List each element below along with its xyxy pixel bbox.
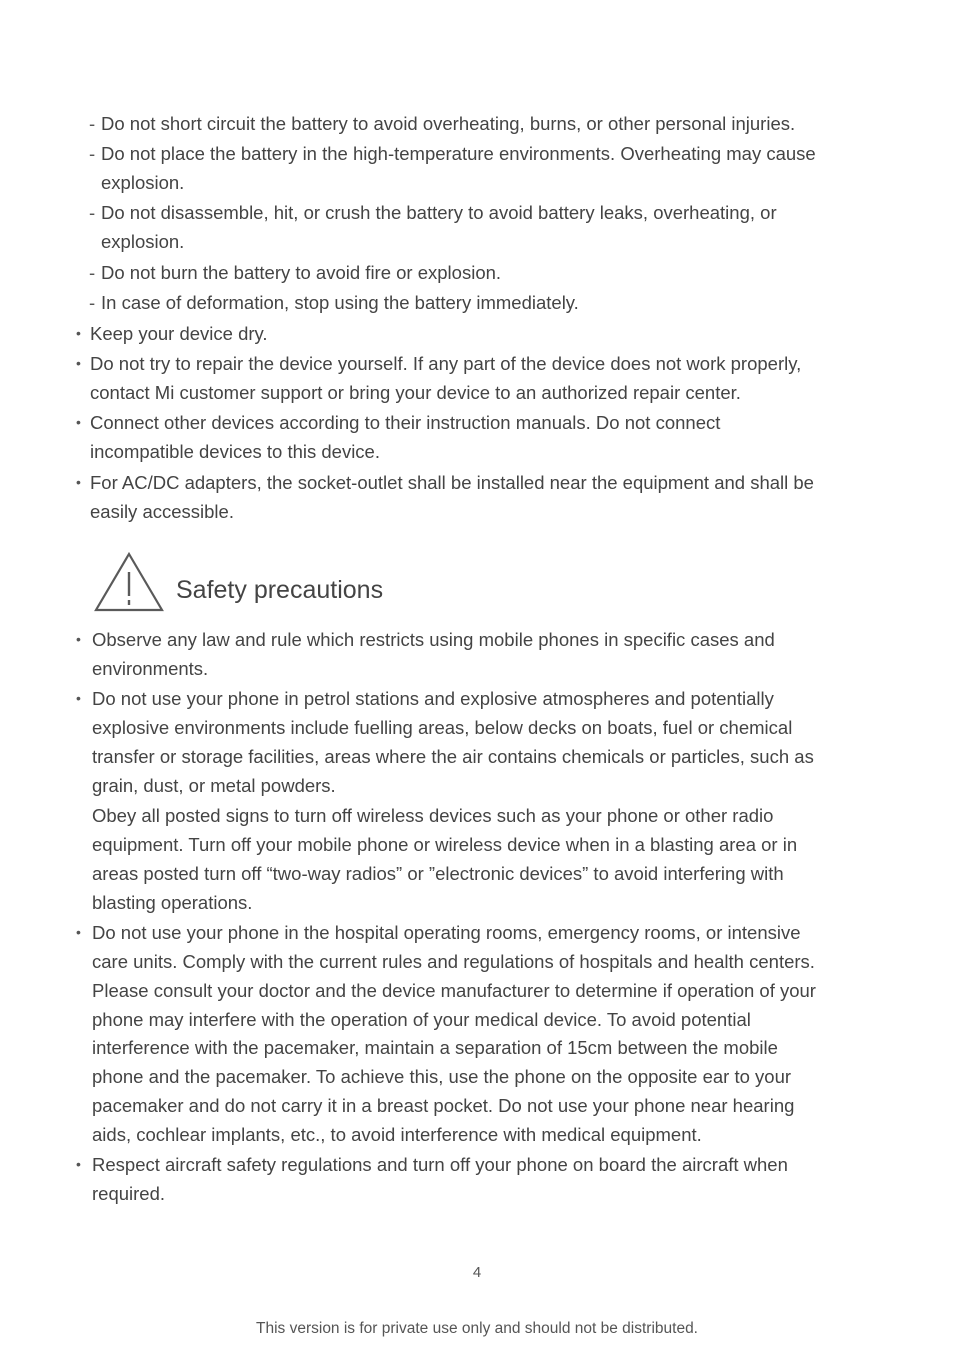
- bullet-mark: •: [76, 414, 81, 430]
- warning-triangle-icon: [93, 551, 165, 613]
- dash-item-4-line-1: Do not burn the battery to avoid fire or explosion.: [101, 262, 502, 283]
- bullet-mark: •: [76, 690, 81, 706]
- safety-bullet-2-line-7: areas posted turn off “two-way radios” or ”electronic devices” to avoid interfering with: [92, 863, 784, 884]
- safety-bullet-2-line-3: transfer or storage facilities, areas where the air contains chemicals or particles, such as: [92, 746, 814, 767]
- page-number: 4: [472, 1264, 482, 1281]
- footer-note: This version is for private use only and should not be distributed.: [256, 1320, 698, 1337]
- safety-bullet-2-line-8: blasting operations.: [92, 892, 253, 913]
- safety-bullet-1-line-2: environments.: [92, 658, 209, 679]
- safety-bullet-3-line-5: interference with the pacemaker, maintain a separation of 15cm between the mobile: [92, 1037, 778, 1058]
- dash-mark: -: [89, 202, 96, 223]
- bullet-mark: •: [76, 631, 81, 647]
- dash-mark: -: [89, 113, 96, 134]
- safety-bullet-1-line-1: Observe any law and rule which restricts using mobile phones in specific cases and: [92, 629, 775, 650]
- bullet-item-2-line-2: contact Mi customer support or bring your device to an authorized repair center.: [90, 382, 741, 403]
- dash-item-3-line-2: explosion.: [101, 231, 185, 252]
- safety-bullet-4-line-1: Respect aircraft safety regulations and turn off your phone on board the aircraft when: [92, 1154, 788, 1175]
- bullet-mark: •: [76, 1156, 81, 1172]
- safety-bullet-2-line-4: grain, dust, or metal powders.: [92, 775, 336, 796]
- bullet-item-4-line-1: For AC/DC adapters, the socket-outlet shall be installed near the equipment and shall be: [90, 472, 814, 493]
- bullet-item-4-line-2: easily accessible.: [90, 501, 234, 522]
- bullet-mark: •: [76, 355, 81, 371]
- safety-bullet-3-line-7: pacemaker and do not carry it in a breast pocket. Do not use your phone near hearing: [92, 1095, 795, 1116]
- dash-item-1-line-1: Do not short circuit the battery to avoid overheating, burns, or other personal injuries.: [101, 113, 796, 134]
- bullet-item-3-line-1: Connect other devices according to their instruction manuals. Do not connect: [90, 412, 721, 433]
- safety-bullet-3-line-3: Please consult your doctor and the device manufacturer to determine if operation of your: [92, 980, 816, 1001]
- safety-bullet-2-line-2: explosive environments include fuelling areas, below decks on boats, fuel or chemical: [92, 717, 793, 738]
- safety-bullet-3-line-2: care units. Comply with the current rules and regulations of hospitals and health centers.: [92, 951, 815, 972]
- safety-bullet-4-line-2: required.: [92, 1183, 166, 1204]
- safety-bullet-3-line-4: phone may interfere with the operation of your medical device. To avoid potential: [92, 1009, 751, 1030]
- safety-bullet-3-line-8: aids, cochlear implants, etc., to avoid interference with medical equipment.: [92, 1124, 702, 1145]
- bullet-mark: •: [76, 474, 81, 490]
- safety-bullet-2-line-1: Do not use your phone in petrol stations and explosive atmospheres and potentially: [92, 688, 774, 709]
- bullet-mark: •: [76, 924, 81, 940]
- dash-mark: -: [89, 262, 96, 283]
- safety-bullet-3-line-6: phone and the pacemaker. To achieve this, use the phone on the opposite ear to your: [92, 1066, 792, 1087]
- safety-bullet-2-line-6: equipment. Turn off your mobile phone or wireless device when in a blasting area or in: [92, 834, 798, 855]
- safety-bullet-2-line-5: Obey all posted signs to turn off wireless devices such as your phone or other radio: [92, 805, 774, 826]
- dash-mark: -: [89, 292, 96, 313]
- bullet-item-2-line-1: Do not try to repair the device yourself. If any part of the device does not work properly,: [90, 353, 802, 374]
- bullet-item-1-line-1: Keep your device dry.: [90, 323, 268, 344]
- bullet-mark: •: [76, 325, 81, 341]
- bullet-item-3-line-2: incompatible devices to this device.: [90, 441, 380, 462]
- dash-item-5-line-1: In case of deformation, stop using the battery immediately.: [101, 292, 579, 313]
- dash-item-3-line-1: Do not disassemble, hit, or crush the battery to avoid battery leaks, overheating, or: [101, 202, 777, 223]
- dash-item-2-line-1: Do not place the battery in the high-temperature environments. Overheating may cause: [101, 143, 816, 164]
- dash-mark: -: [89, 143, 96, 164]
- section-heading: Safety precautions: [176, 576, 384, 604]
- safety-bullet-3-line-1: Do not use your phone in the hospital operating rooms, emergency rooms, or intensive: [92, 922, 801, 943]
- dash-item-2-line-2: explosion.: [101, 172, 185, 193]
